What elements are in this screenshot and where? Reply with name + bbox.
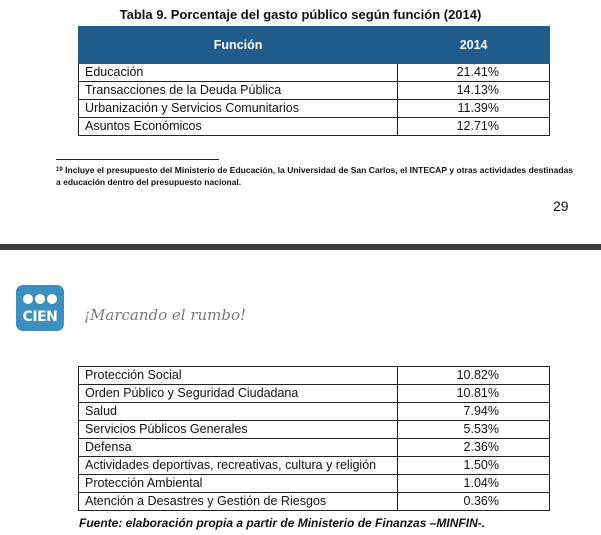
page-number: 29: [553, 198, 569, 214]
table-row: [79, 475, 550, 493]
row-label: Urbanización y Servicios Comunitarios: [79, 100, 398, 118]
row-value: 2.36%: [398, 439, 550, 457]
row-value: 0.36%: [398, 493, 550, 511]
spending-table-part2: [78, 366, 550, 511]
table-row: [79, 493, 550, 511]
spending-table-part1: [78, 26, 550, 136]
row-label: Protección Social: [79, 367, 398, 385]
row-value: 1.50%: [398, 457, 550, 475]
logo-dot-icon: [35, 294, 45, 304]
row-label: Transacciones de la Deuda Pública: [79, 82, 398, 100]
row-value: 7.94%: [398, 403, 550, 421]
tagline: ¡Marcando el rumbo!: [84, 306, 247, 324]
row-value: 10.82%: [398, 367, 550, 385]
table-row: [79, 82, 550, 100]
footnote: [56, 164, 573, 188]
row-label: Educación: [79, 64, 398, 82]
header-function: Función: [79, 27, 398, 64]
logo-dot-icon: [47, 294, 57, 304]
footnote-number: 19: [56, 167, 63, 173]
logo-dot-icon: [23, 294, 33, 304]
row-label: Salud: [79, 403, 398, 421]
row-label: Atención a Desastres y Gestión de Riesgos: [79, 493, 398, 511]
table-header-row: [79, 27, 550, 64]
source-note: Fuente: elaboración propia a partir de Ministerio de Finanzas –MINFIN-.: [79, 516, 486, 530]
table-row: [79, 118, 550, 136]
row-label: Orden Público y Seguridad Ciudadana: [79, 385, 398, 403]
row-label: Servicios Públicos Generales: [79, 421, 398, 439]
row-label: Asuntos Económicos: [79, 118, 398, 136]
table-row: [79, 64, 550, 82]
row-value: 1.04%: [398, 475, 550, 493]
footnote-text: Incluye el presupuesto del Ministerio de Educación, la Universidad de San Carlos, el INTECAP y otras actividades destinadas a educación dentro del presupuesto nacional.: [56, 165, 573, 187]
row-value: 5.53%: [398, 421, 550, 439]
row-value: 14.13%: [398, 82, 550, 100]
row-label: Defensa: [79, 439, 398, 457]
row-value: 11.39%: [398, 100, 550, 118]
table-row: [79, 367, 550, 385]
table-row: [79, 439, 550, 457]
row-value: 21.41%: [398, 64, 550, 82]
row-label: Protección Ambiental: [79, 475, 398, 493]
table-row: [79, 457, 550, 475]
table-row: [79, 385, 550, 403]
table-row: [79, 421, 550, 439]
footnote-divider: [56, 159, 219, 160]
table-row: [79, 100, 550, 118]
row-value: 10.81%: [398, 385, 550, 403]
row-label: Actividades deportivas, recreativas, cultura y religión: [79, 457, 398, 475]
row-value: 12.71%: [398, 118, 550, 136]
page-separator: [0, 244, 601, 250]
header-year: 2014: [398, 27, 550, 64]
logo-text: CIEN: [22, 309, 58, 325]
cien-logo: [16, 285, 64, 331]
table-title: Tabla 9. Porcentaje del gasto público según función (2014): [119, 7, 482, 22]
table-row: [79, 403, 550, 421]
